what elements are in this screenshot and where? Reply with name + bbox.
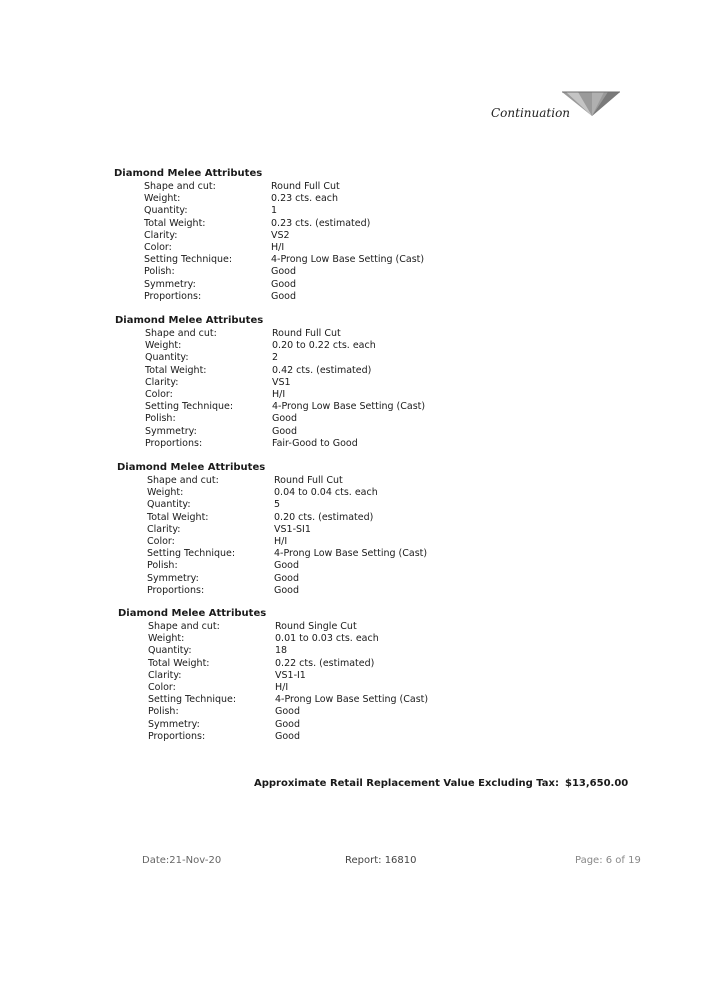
attribute-label: Weight: [147, 487, 184, 499]
attribute-value: VS1-I1 [275, 669, 306, 681]
attribute-label: Color: [145, 388, 173, 400]
attribute-row [117, 512, 537, 524]
replacement-value-summary [254, 778, 628, 789]
attribute-row [115, 365, 535, 377]
attribute-value: Round Full Cut [272, 328, 341, 339]
attribute-row [114, 254, 534, 266]
attribute-row [117, 475, 537, 487]
attribute-label: Polish: [144, 266, 175, 278]
attribute-label: Proportions: [148, 730, 206, 742]
attribute-label: Clarity: [145, 376, 179, 388]
attribute-value: 0.42 cts. (estimated) [272, 364, 372, 376]
attribute-section [114, 168, 534, 303]
attribute-label: Shape and cut: [145, 328, 217, 339]
attribute-label: Color: [147, 535, 175, 547]
attribute-row [117, 548, 537, 560]
continuation-label: Continuation [491, 106, 571, 120]
attribute-value: 0.23 cts. each [271, 193, 339, 205]
attribute-label: Weight: [145, 340, 182, 352]
attribute-value: 0.20 to 0.22 cts. each [272, 340, 376, 352]
attribute-value: 1 [271, 205, 278, 217]
attribute-value: Round Single Cut [275, 621, 357, 632]
attribute-row [115, 426, 535, 438]
attribute-value: H/I [271, 241, 285, 253]
attribute-row [114, 181, 534, 193]
attribute-label: Symmetry: [144, 278, 196, 290]
attribute-row [114, 230, 534, 242]
attribute-value: Good [274, 560, 300, 572]
attribute-label: Quantity: [147, 499, 191, 511]
attribute-row [118, 658, 538, 670]
attribute-value: H/I [274, 535, 288, 547]
attribute-value: 5 [274, 499, 281, 511]
attribute-row [114, 291, 534, 303]
attribute-row [114, 242, 534, 254]
attribute-value: Good [271, 278, 297, 290]
attribute-value: Good [275, 718, 301, 730]
attribute-row [115, 413, 535, 425]
attribute-row [115, 340, 535, 352]
attribute-row [117, 573, 537, 585]
attribute-label: Polish: [148, 706, 179, 718]
attribute-value: 18 [275, 645, 288, 657]
attribute-row [115, 328, 535, 340]
attribute-label: Symmetry: [147, 572, 199, 584]
attribute-label: Weight: [144, 193, 181, 205]
diamond-logo-icon [562, 88, 620, 118]
attribute-row [115, 377, 535, 389]
attribute-row [115, 389, 535, 401]
attribute-section [117, 462, 537, 597]
attribute-label: Symmetry: [145, 425, 197, 437]
attribute-value: 4-Prong Low Base Setting (Cast) [274, 548, 428, 560]
attribute-value: Good [275, 730, 301, 742]
section-title: Diamond Melee Attributes [117, 462, 266, 473]
replacement-value-label: Approximate Retail Replacement Value Excluding Tax: [254, 778, 559, 789]
attribute-label: Shape and cut: [148, 621, 220, 632]
footer-report-number: Report: 16810 [345, 855, 417, 866]
attribute-value: Good [271, 290, 297, 302]
attribute-row [118, 670, 538, 682]
attribute-label: Quantity: [148, 645, 192, 657]
attribute-row [117, 524, 537, 536]
attribute-row [114, 266, 534, 278]
attribute-value: Good [271, 266, 297, 278]
attribute-row [118, 706, 538, 718]
attribute-label: Polish: [147, 560, 178, 572]
attribute-row [117, 536, 537, 548]
attribute-value: 0.04 to 0.04 cts. each [274, 487, 378, 499]
attribute-row [114, 205, 534, 217]
attribute-value: VS1 [272, 376, 291, 388]
attribute-label: Setting Technique: [147, 548, 236, 560]
attribute-label: Total Weight: [144, 217, 206, 229]
attribute-label: Proportions: [145, 437, 203, 449]
attribute-value: Good [272, 425, 298, 437]
attribute-label: Proportions: [147, 584, 205, 596]
attribute-value: Round Full Cut [274, 475, 343, 486]
attribute-label: Clarity: [147, 523, 181, 535]
attribute-label: Color: [148, 681, 176, 693]
attribute-label: Shape and cut: [144, 181, 216, 192]
attribute-label: Setting Technique: [148, 694, 237, 706]
attribute-label: Total Weight: [147, 511, 209, 523]
attribute-value: 0.23 cts. (estimated) [271, 217, 371, 229]
attribute-value: 0.22 cts. (estimated) [275, 657, 375, 669]
attribute-value: VS2 [271, 229, 290, 241]
attribute-row [115, 438, 535, 450]
attribute-label: Total Weight: [148, 657, 210, 669]
attribute-row [118, 645, 538, 657]
attribute-row [117, 560, 537, 572]
attribute-value: 4-Prong Low Base Setting (Cast) [272, 401, 426, 413]
attribute-value: Fair-Good to Good [272, 437, 358, 449]
attribute-value: 0.20 cts. (estimated) [274, 511, 374, 523]
section-title: Diamond Melee Attributes [118, 608, 267, 619]
section-title: Diamond Melee Attributes [114, 168, 263, 179]
attribute-label: Setting Technique: [144, 254, 233, 266]
attribute-row [114, 193, 534, 205]
attribute-value: Good [275, 706, 301, 718]
attribute-row [117, 499, 537, 511]
replacement-value-amount: $13,650.00 [565, 778, 629, 789]
footer-page-number: Page: 6 of 19 [575, 855, 641, 866]
attribute-value: H/I [272, 388, 286, 400]
attribute-row [118, 621, 538, 633]
attribute-label: Weight: [148, 633, 185, 645]
attribute-label: Clarity: [144, 229, 178, 241]
attribute-value: 4-Prong Low Base Setting (Cast) [275, 694, 429, 706]
attribute-label: Shape and cut: [147, 475, 219, 486]
attribute-value: Good [272, 413, 298, 425]
attribute-value: 2 [272, 352, 279, 364]
attribute-label: Proportions: [144, 290, 202, 302]
attribute-value: H/I [275, 681, 289, 693]
attribute-value: Good [274, 584, 300, 596]
attribute-row [118, 731, 538, 743]
attribute-row [117, 487, 537, 499]
attribute-row [118, 682, 538, 694]
attribute-label: Quantity: [145, 352, 189, 364]
attribute-row [117, 585, 537, 597]
attribute-row [118, 694, 538, 706]
attribute-row [118, 719, 538, 731]
attribute-label: Quantity: [144, 205, 188, 217]
attribute-label: Clarity: [148, 669, 182, 681]
attribute-value: 0.01 to 0.03 cts. each [275, 633, 379, 645]
attribute-row [118, 633, 538, 645]
attribute-section [118, 608, 538, 743]
attribute-value: Round Full Cut [271, 181, 340, 192]
attribute-section [115, 315, 535, 450]
attribute-value: VS1-SI1 [274, 523, 311, 535]
attribute-value: 4-Prong Low Base Setting (Cast) [271, 254, 425, 266]
attribute-row [114, 279, 534, 291]
attribute-label: Polish: [145, 413, 176, 425]
attribute-label: Symmetry: [148, 718, 200, 730]
section-title: Diamond Melee Attributes [115, 315, 264, 326]
footer-date: Date:21-Nov-20 [142, 855, 222, 866]
attribute-label: Total Weight: [145, 364, 207, 376]
attribute-row [115, 401, 535, 413]
attribute-label: Setting Technique: [145, 401, 234, 413]
attribute-value: Good [274, 572, 300, 584]
attribute-label: Color: [144, 241, 172, 253]
attribute-row [114, 218, 534, 230]
attribute-row [115, 352, 535, 364]
